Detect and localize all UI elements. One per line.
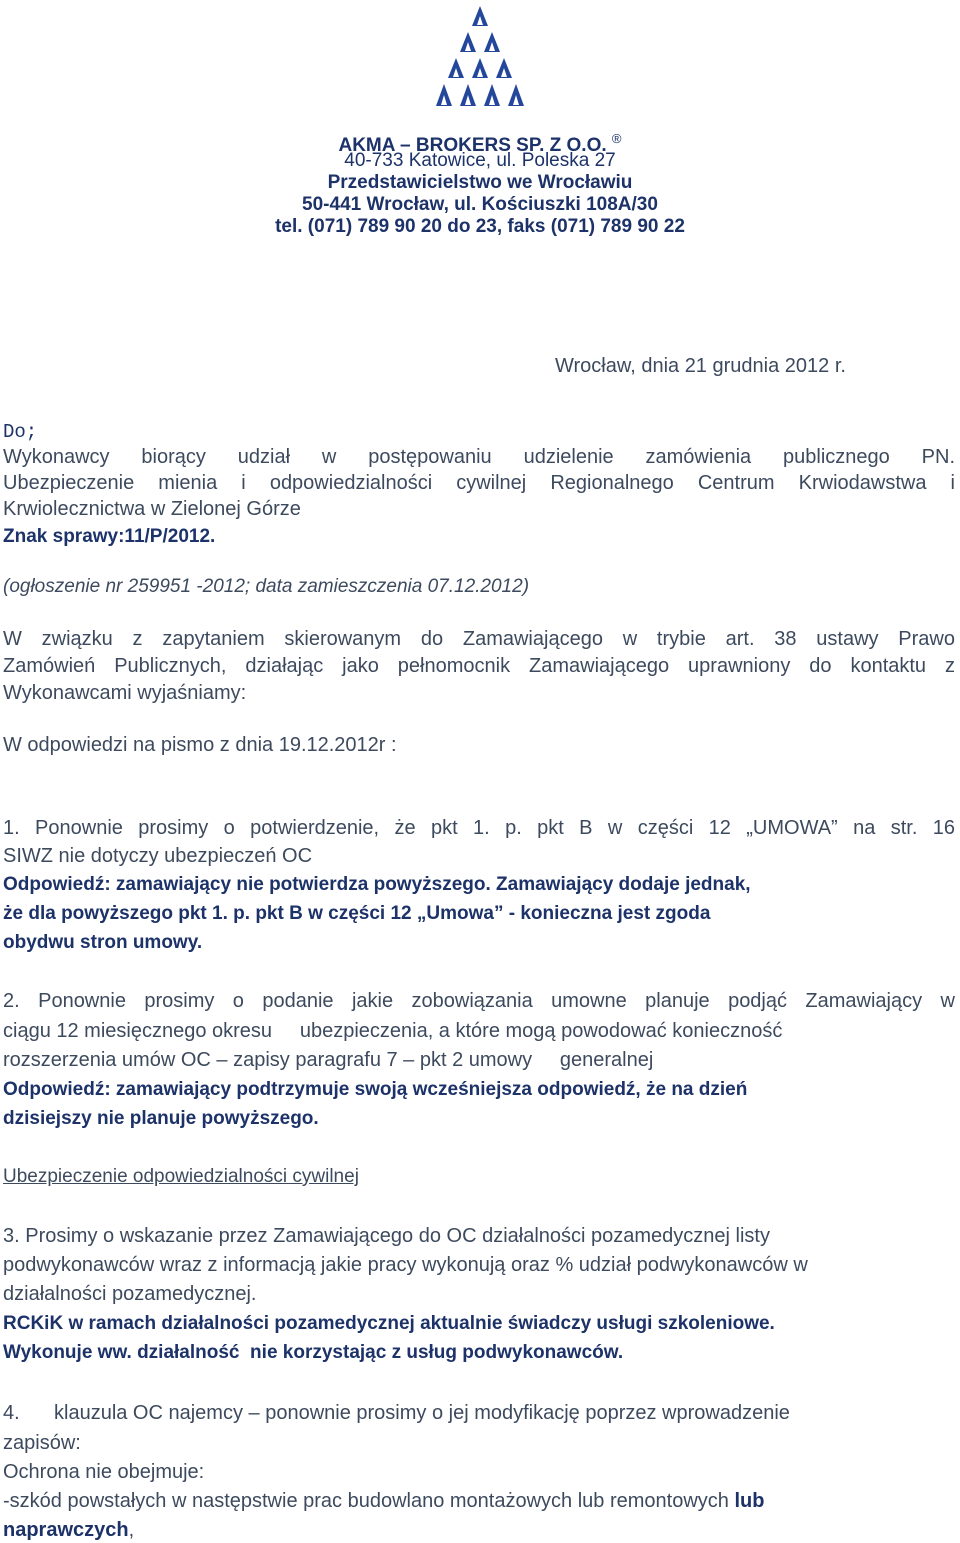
intro-line: Wykonawcami wyjaśniamy: bbox=[3, 682, 247, 704]
reply-reference: W odpowiedzi na pismo z dnia 19.12.2012r : bbox=[3, 734, 397, 756]
answer-1: Odpowiedź: zamawiający nie potwierdza powyższego. Zamawiający dodaje jednak, bbox=[3, 874, 751, 895]
question-2-cont: ciągu 12 miesięcznego okresu ubezpieczenia, a które mogą powodować konieczność bbox=[3, 1020, 783, 1042]
question-1-cont: SIWZ nie dotyczy ubezpieczeń OC bbox=[3, 845, 313, 867]
question-4: klauzula OC najemcy – ponownie prosimy o jej modyfikację poprzez wprowadzenie bbox=[54, 1402, 790, 1424]
answer-1-cont: obydwu stron umowy. bbox=[3, 932, 203, 953]
question-3-cont: podwykonawców wraz z informacją jakie pracy wykonują oraz % udział podwykonawców w bbox=[3, 1254, 808, 1276]
company-name: AKMA – BROKERS SP. Z O.O. ® bbox=[338, 131, 622, 156]
company-address: 40-733 Katowice, ul. Poleska 27 bbox=[344, 150, 616, 171]
subject-line-cont: Krwiolecznictwa w Zielonej Górze bbox=[3, 498, 301, 520]
question-1: 1. Ponownie prosimy o potwierdzenie, że pkt 1. p. pkt B w części 12 „UMOWA” na str. 16 bbox=[3, 817, 955, 839]
company-logo bbox=[420, 4, 540, 110]
date-line: Wrocław, dnia 21 grudnia 2012 r. bbox=[555, 355, 846, 377]
subject-line: Ubezpieczenie mienia i odpowiedzialności cywilnej Regionalnego Centrum Krwiodawstwa i bbox=[3, 472, 955, 494]
addressee-label: Do; bbox=[3, 421, 38, 443]
answer-2: Odpowiedź: zamawiający podtrzymuje swoją wcześniejsza odpowiedź, że na dzień bbox=[3, 1079, 748, 1100]
question-2: 2. Ponownie prosimy o podanie jakie zobowiązania umowne planuje podjąć Zamawiający w bbox=[3, 990, 955, 1012]
case-number: Znak sprawy:11/P/2012. bbox=[3, 526, 216, 547]
question-3-cont: działalności pozamedycznej. bbox=[3, 1283, 257, 1305]
exclusion-label: Ochrona nie obejmuje: bbox=[3, 1461, 205, 1483]
intro-line: W związku z zapytaniem skierowanym do Zamawiającego w trybie art. 38 ustawy Prawo bbox=[3, 628, 955, 650]
answer-3: RCKiK w ramach działalności pozamedycznej aktualnie świadczy usługi szkoleniowe. bbox=[3, 1313, 775, 1334]
answer-3-cont: Wykonuje ww. działalność nie korzystając z usług podwykonawców. bbox=[3, 1342, 624, 1363]
question-2-cont: rozszerzenia umów OC – zapisy paragrafu 7 – pkt 2 umowy generalnej bbox=[3, 1049, 654, 1071]
exclusion-item: -szkód powstałych w następstwie prac budowlano montażowych lub remontowych lub bbox=[3, 1490, 765, 1512]
section-heading: Ubezpieczenie odpowiedzialności cywilnej bbox=[3, 1166, 359, 1187]
answer-2-cont: dzisiejszy nie planuje powyższego. bbox=[3, 1108, 319, 1129]
answer-1-cont: że dla powyższego pkt 1. p. pkt B w części 12 „Umowa” - konieczna jest zgoda bbox=[3, 903, 711, 924]
question-4-number: 4. bbox=[3, 1402, 20, 1424]
exclusion-item-cont: naprawczych, bbox=[3, 1519, 135, 1541]
phone-fax: tel. (071) 789 90 20 do 23, faks (071) 789 90 22 bbox=[275, 216, 685, 237]
registered-mark: ® bbox=[611, 131, 622, 146]
branch-address: 50-441 Wrocław, ul. Kościuszki 108A/30 bbox=[302, 194, 658, 215]
question-4-cont: zapisów: bbox=[3, 1432, 81, 1454]
question-3: 3. Prosimy o wskazanie przez Zamawiającego do OC działalności pozamedycznej listy bbox=[3, 1225, 770, 1247]
intro-line: Zamówień Publicznych, działając jako pełnomocnik Zamawiającego uprawniony do kontaktu z bbox=[3, 655, 955, 677]
addressee-line: Wykonawcy biorący udział w postępowaniu udzielenie zamówienia publicznego PN. bbox=[3, 446, 955, 468]
branch-name: Przedstawicielstwo we Wrocławiu bbox=[327, 172, 633, 193]
announcement: (ogłoszenie nr 259951 -2012; data zamieszczenia 07.12.2012) bbox=[3, 576, 530, 597]
